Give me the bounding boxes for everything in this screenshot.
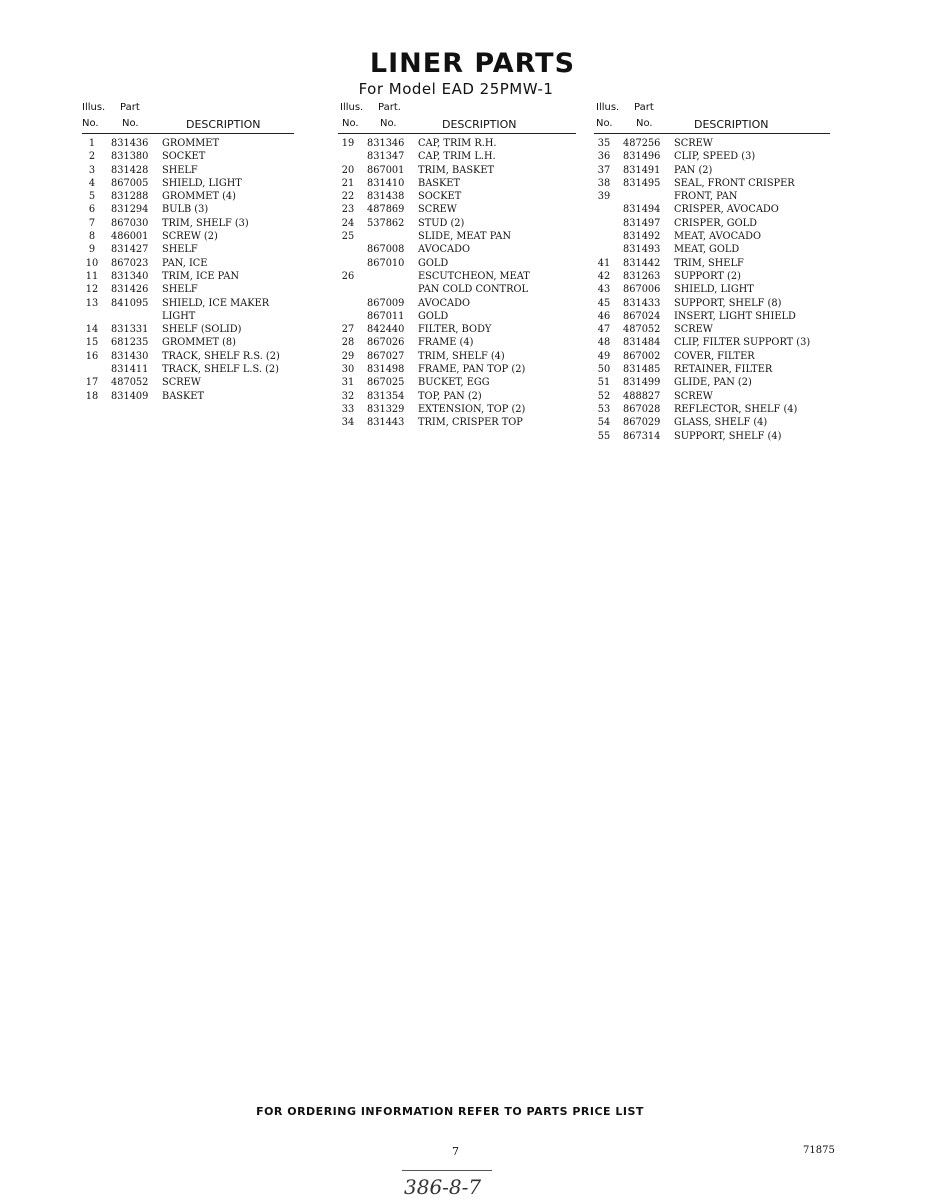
part-number: 831443: [367, 417, 405, 429]
header-part: Part: [120, 102, 140, 113]
part-number: 867028: [623, 403, 661, 415]
table-row: [594, 231, 830, 244]
part-number: 831428: [111, 164, 149, 176]
part-number: 867011: [367, 310, 405, 322]
parts-column-2: [338, 98, 576, 431]
illus-number: 29: [341, 350, 355, 362]
illus-number: 16: [85, 350, 99, 362]
illus-number: 51: [597, 377, 611, 389]
part-number: 831497: [623, 217, 661, 229]
part-description: SLIDE, MEAT PAN: [418, 231, 512, 243]
part-number: 867030: [111, 217, 149, 229]
illus-number: 14: [85, 324, 99, 336]
table-row: [82, 231, 294, 244]
parts-column-3: [594, 98, 830, 444]
part-description: GLIDE, PAN (2): [674, 377, 752, 389]
part-description: TRIM, SHELF: [674, 257, 744, 269]
part-description: SHIELD, LIGHT: [162, 177, 242, 189]
part-number: 867006: [623, 284, 661, 296]
table-row: [338, 351, 576, 364]
table-row: [82, 298, 294, 311]
table-row: [338, 324, 576, 337]
part-description: SUPPORT, SHELF (8): [674, 297, 782, 309]
illus-number: 54: [597, 417, 611, 429]
illus-number: 53: [597, 403, 611, 415]
part-description: AVOCADO: [418, 297, 470, 309]
part-number: 831427: [111, 244, 149, 256]
page-title: LINER PARTS: [369, 48, 576, 79]
part-number: 867009: [367, 297, 405, 309]
illus-number: 27: [341, 324, 355, 336]
table-row: [594, 351, 830, 364]
part-number: 831484: [623, 337, 661, 349]
header-illus: Illus.: [82, 102, 106, 113]
part-description: FRAME (4): [418, 337, 474, 349]
part-number: 831409: [111, 390, 149, 402]
part-description: SOCKET: [162, 151, 206, 163]
part-description: PAN (2): [674, 164, 713, 176]
part-number: 488827: [623, 390, 661, 402]
table-row: [338, 311, 576, 324]
part-description: BASKET: [418, 177, 460, 189]
part-description: TRACK, SHELF L.S. (2): [162, 364, 279, 376]
header-rule: [338, 133, 576, 134]
illus-number: 7: [88, 217, 96, 229]
header-description: DESCRIPTION: [186, 118, 261, 131]
illus-number: 28: [341, 337, 355, 349]
illus-number: 22: [341, 191, 355, 203]
part-number: 842440: [367, 324, 405, 336]
illus-number: 6: [88, 204, 96, 216]
part-description: BUCKET, EGG: [418, 377, 490, 389]
table-row: [338, 244, 576, 257]
part-number: 831436: [111, 138, 149, 149]
header-description: DESCRIPTION: [694, 118, 769, 131]
part-number: 831491: [623, 164, 661, 176]
part-number: 831493: [623, 244, 661, 256]
part-description: CLIP, FILTER SUPPORT (3): [674, 337, 811, 349]
part-description: REFLECTOR, SHELF (4): [674, 403, 798, 415]
part-description: SHIELD, LIGHT: [674, 284, 754, 296]
part-number: 867024: [623, 310, 661, 322]
header-no: No.: [596, 118, 613, 129]
table-row: [338, 178, 576, 191]
part-number: 487256: [623, 138, 661, 149]
part-description: INSERT, LIGHT SHIELD: [674, 310, 796, 322]
part-description: SCREW: [418, 204, 457, 216]
part-description: SHIELD, ICE MAKER: [162, 297, 270, 309]
illus-number: 19: [341, 138, 355, 149]
table-row: [82, 218, 294, 231]
part-number: 831346: [367, 138, 405, 149]
part-number: 831485: [623, 364, 661, 376]
part-description: SUPPORT (2): [674, 270, 741, 282]
part-number: 486001: [111, 231, 149, 243]
table-row: [338, 258, 576, 271]
part-description: GOLD: [418, 257, 449, 269]
illus-number: 20: [341, 164, 355, 176]
part-number: 867023: [111, 257, 149, 269]
part-number: 487052: [111, 377, 149, 389]
table-row: [338, 364, 576, 377]
table-row: [82, 271, 294, 284]
table-row: [338, 298, 576, 311]
part-number: 831438: [367, 191, 405, 203]
table-row: [338, 417, 576, 430]
part-number: 831433: [623, 297, 661, 309]
table-row: [82, 165, 294, 178]
table-row: [82, 178, 294, 191]
illus-number: 30: [341, 364, 355, 376]
part-description: AVOCADO: [418, 244, 470, 256]
table-row: [338, 271, 576, 284]
parts-column-1: [82, 98, 294, 404]
part-description: CAP, TRIM R.H.: [418, 138, 497, 149]
part-description: GOLD: [418, 310, 449, 322]
part-number: 867001: [367, 164, 405, 176]
table-row: [338, 391, 576, 404]
illus-number: 39: [597, 191, 611, 203]
table-row: [594, 417, 830, 430]
illus-number: 24: [341, 217, 355, 229]
part-description: TRIM, BASKET: [418, 164, 495, 176]
table-row: [82, 138, 294, 151]
part-number: 831340: [111, 270, 149, 282]
illus-number: 47: [597, 324, 611, 336]
part-description: FRONT, PAN: [674, 191, 738, 203]
part-number: 537862: [367, 217, 405, 229]
illus-number: 37: [597, 164, 611, 176]
table-row: [594, 271, 830, 284]
illus-number: 2: [88, 151, 96, 163]
part-number: 831294: [111, 204, 149, 216]
table-row: [594, 244, 830, 257]
part-number: 867002: [623, 350, 661, 362]
illus-number: 12: [85, 284, 99, 296]
table-row: [594, 337, 830, 350]
illus-number: 15: [85, 337, 99, 349]
part-description: EXTENSION, TOP (2): [418, 403, 526, 415]
part-description: TRIM, CRISPER TOP: [418, 417, 523, 429]
header-part-no: No.: [380, 118, 397, 129]
illus-number: 31: [341, 377, 355, 389]
table-row: [82, 391, 294, 404]
part-description: SCREW: [674, 138, 713, 149]
part-description: CRISPER, AVOCADO: [674, 204, 779, 216]
part-number: 831495: [623, 177, 661, 189]
header-no: No.: [82, 118, 99, 129]
table-row: [594, 324, 830, 337]
part-description: COVER, FILTER: [674, 350, 755, 362]
header-part-no: No.: [636, 118, 653, 129]
table-row: [594, 404, 830, 417]
illus-number: 9: [88, 244, 96, 256]
part-number: 867025: [367, 377, 405, 389]
part-description: TRIM, ICE PAN: [162, 270, 240, 282]
table-row: [82, 284, 294, 297]
illus-number: 55: [597, 430, 611, 442]
illus-number: 36: [597, 151, 611, 163]
part-number: 831411: [111, 364, 149, 376]
table-row: [82, 258, 294, 271]
header-illus: Illus.: [340, 102, 364, 113]
part-number: 831410: [367, 177, 405, 189]
table-row: [338, 191, 576, 204]
illus-number: 42: [597, 270, 611, 282]
illus-number: 26: [341, 270, 355, 282]
illus-number: 48: [597, 337, 611, 349]
illus-number: 18: [85, 390, 99, 402]
illus-number: 50: [597, 364, 611, 376]
table-row: [338, 377, 576, 390]
part-number: 487052: [623, 324, 661, 336]
part-number: 867026: [367, 337, 405, 349]
part-description: SUPPORT, SHELF (4): [674, 430, 782, 442]
part-number: 867010: [367, 257, 405, 269]
illus-number: 43: [597, 284, 611, 296]
part-number: 867008: [367, 244, 405, 256]
handwritten-underline: [402, 1170, 492, 1171]
table-row: [82, 337, 294, 350]
illus-number: 5: [88, 191, 96, 203]
part-description: TRACK, SHELF R.S. (2): [162, 350, 280, 362]
header-description: DESCRIPTION: [442, 118, 517, 131]
table-row: [594, 298, 830, 311]
part-description: CAP, TRIM L.H.: [418, 151, 496, 163]
column-header: [338, 98, 576, 134]
illus-number: 52: [597, 390, 611, 402]
part-number: 831288: [111, 191, 149, 203]
part-number: 681235: [111, 337, 149, 349]
part-description: SCREW: [674, 390, 713, 402]
illus-number: 21: [341, 177, 355, 189]
illus-number: 17: [85, 377, 99, 389]
illus-number: 4: [88, 177, 96, 189]
part-description: PAN, ICE: [162, 257, 208, 269]
part-description: CRISPER, GOLD: [674, 217, 758, 229]
part-number: 831442: [623, 257, 661, 269]
part-number: 831494: [623, 204, 661, 216]
table-row: [82, 244, 294, 257]
part-number: 831380: [111, 151, 149, 163]
table-row: [594, 204, 830, 217]
part-description: SEAL, FRONT CRISPER: [674, 177, 795, 189]
illus-number: 23: [341, 204, 355, 216]
table-row: [82, 204, 294, 217]
table-row: [338, 151, 576, 164]
parts-rows: [338, 138, 576, 431]
parts-rows: [594, 138, 830, 444]
part-number: 831426: [111, 284, 149, 296]
part-description: SHELF: [162, 284, 198, 296]
part-number: 831347: [367, 151, 405, 163]
part-number: 487869: [367, 204, 405, 216]
table-row: [594, 138, 830, 151]
part-description: BULB (3): [162, 204, 209, 216]
illus-number: 3: [88, 164, 96, 176]
table-row: [594, 364, 830, 377]
part-number: 867314: [623, 430, 661, 442]
table-row: [594, 151, 830, 164]
illus-number: 8: [88, 231, 96, 243]
illus-number: 38: [597, 177, 611, 189]
part-number: 831498: [367, 364, 405, 376]
table-row: [338, 231, 576, 244]
part-description: GROMMET: [162, 138, 219, 149]
illus-number: 11: [85, 270, 99, 282]
illus-number: 10: [85, 257, 99, 269]
illus-number: 34: [341, 417, 355, 429]
illus-number: 45: [597, 297, 611, 309]
part-number: 867029: [623, 417, 661, 429]
part-description: SHELF: [162, 164, 198, 176]
table-row: [594, 284, 830, 297]
table-row: [594, 218, 830, 231]
table-row: [82, 377, 294, 390]
part-description: STUD (2): [418, 217, 465, 229]
header-rule: [594, 133, 830, 134]
part-description: BASKET: [162, 390, 204, 402]
header-illus: Illus.: [596, 102, 620, 113]
part-number: 831329: [367, 403, 405, 415]
table-row: [594, 191, 830, 204]
table-row: [338, 337, 576, 350]
part-number: 867027: [367, 350, 405, 362]
document-code: 71875: [803, 1145, 835, 1156]
part-number: 867005: [111, 177, 149, 189]
part-number: 841095: [111, 297, 149, 309]
table-row: [338, 204, 576, 217]
part-description: MEAT, AVOCADO: [674, 231, 762, 243]
illus-number: 49: [597, 350, 611, 362]
part-number: 831430: [111, 350, 149, 362]
ordering-footer: FOR ORDERING INFORMATION REFER TO PARTS PRICE LIST: [256, 1105, 644, 1118]
part-number: 831263: [623, 270, 661, 282]
part-description: SCREW: [674, 324, 713, 336]
table-row: [338, 284, 576, 297]
part-description: GLASS, SHELF (4): [674, 417, 768, 429]
table-row: [594, 377, 830, 390]
header-part-no: No.: [122, 118, 139, 129]
header-no: No.: [342, 118, 359, 129]
column-header: [594, 98, 830, 134]
illus-number: 41: [597, 257, 611, 269]
illus-number: 35: [597, 138, 611, 149]
part-number: 831496: [623, 151, 661, 163]
parts-rows: [82, 138, 294, 404]
illus-number: 46: [597, 310, 611, 322]
table-row: [594, 391, 830, 404]
part-description: SCREW: [162, 377, 201, 389]
illus-number: 13: [85, 297, 99, 309]
part-description: CLIP, SPEED (3): [674, 151, 756, 163]
page-number: 7: [452, 1145, 459, 1158]
part-number: 831331: [111, 324, 149, 336]
part-description: FRAME, PAN TOP (2): [418, 364, 526, 376]
part-description: GROMMET (8): [162, 337, 236, 349]
part-description: GROMMET (4): [162, 191, 236, 203]
table-row: [338, 404, 576, 417]
header-rule: [82, 133, 294, 134]
illus-number: 1: [88, 138, 96, 149]
part-description: TRIM, SHELF (4): [418, 350, 505, 362]
column-header: [82, 98, 294, 134]
table-row: [82, 324, 294, 337]
part-description: SOCKET: [418, 191, 462, 203]
part-description: TOP, PAN (2): [418, 390, 482, 402]
table-row: [82, 151, 294, 164]
illus-number: 25: [341, 231, 355, 243]
table-row: [338, 138, 576, 151]
part-number: 831354: [367, 390, 405, 402]
part-description: ESCUTCHEON, MEAT: [418, 270, 530, 282]
part-number: 831492: [623, 231, 661, 243]
part-description: TRIM, SHELF (3): [162, 217, 249, 229]
table-row: [82, 311, 294, 324]
part-description: MEAT, GOLD: [674, 244, 740, 256]
table-row: [82, 364, 294, 377]
part-description: LIGHT: [162, 310, 196, 322]
table-row: [82, 191, 294, 204]
page-subtitle: For Model EAD 25PMW-1: [358, 80, 554, 98]
table-row: [338, 165, 576, 178]
table-row: [594, 311, 830, 324]
table-row: [594, 165, 830, 178]
part-description: SHELF (SOLID): [162, 324, 242, 336]
part-number: 831499: [623, 377, 661, 389]
handwritten-note: 386-8-7: [404, 1175, 482, 1199]
table-row: [338, 218, 576, 231]
part-description: SCREW (2): [162, 231, 218, 243]
table-row: [594, 258, 830, 271]
illus-number: 32: [341, 390, 355, 402]
header-part: Part.: [378, 102, 401, 113]
header-part: Part: [634, 102, 654, 113]
illus-number: 33: [341, 403, 355, 415]
table-row: [594, 431, 830, 444]
part-description: PAN COLD CONTROL: [418, 284, 529, 296]
part-description: FILTER, BODY: [418, 324, 492, 336]
table-row: [82, 351, 294, 364]
part-description: RETAINER, FILTER: [674, 364, 773, 376]
table-row: [594, 178, 830, 191]
part-description: SHELF: [162, 244, 198, 256]
